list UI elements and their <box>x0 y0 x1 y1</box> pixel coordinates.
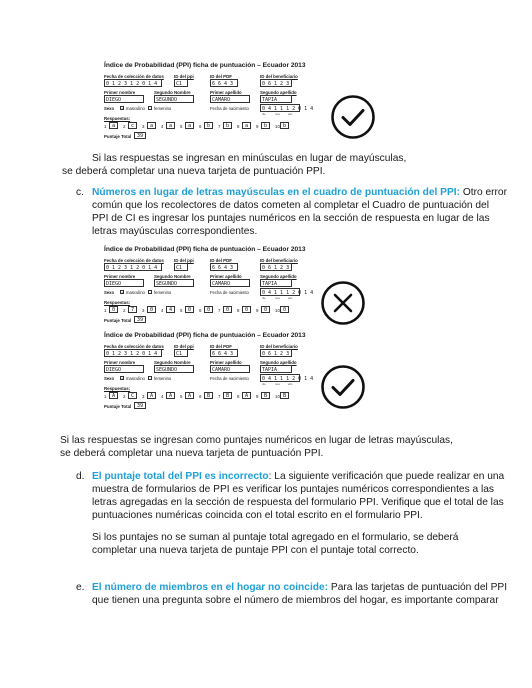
label-respuestas: Respuestas: <box>104 386 131 391</box>
label-primer-nombre: Primer nombre <box>104 274 136 279</box>
item-e-heading: El número de miembros en el hogar no coincide: <box>92 582 329 593</box>
checkbox-femenino <box>148 376 152 380</box>
answer-box: a <box>147 122 156 129</box>
paragraph-numbers-line1: Si las respuestas se ingresan como puntajes numéricos en lugar de letras mayúsculas, <box>60 435 453 446</box>
answer-number: 8 <box>237 308 240 313</box>
item-d-line1-rest: : La siguiente verificación que puede realizar en una <box>268 471 505 482</box>
paragraph-numbers-line2: se deberá completar una nueva tarjeta de puntuación PPI. <box>60 448 324 459</box>
answer-box: A <box>166 392 175 399</box>
label-id-pdf: ID del PDF <box>210 344 232 349</box>
answer-box: 0 <box>147 306 156 313</box>
label-primer-apellido: Primer apellido <box>210 360 242 365</box>
score-card-numbers <box>104 246 314 324</box>
list-marker-d: d. <box>76 471 85 482</box>
label-puntaje-total: Puntaje Total <box>104 404 132 409</box>
nac-sub-dia: dia <box>262 297 266 300</box>
item-d-line4: puntuaciones numéricas coincida con el total escrito en el formulario PPI. <box>92 510 423 521</box>
label-fecha: Fecha de colección de datos <box>104 74 164 79</box>
answer-box: 0 <box>185 306 194 313</box>
label-id-ppi: ID del ppi <box>174 74 194 79</box>
answer-box: 0 <box>280 306 289 313</box>
segundo-nombre-field: SEGUNDO <box>154 365 194 373</box>
answer-box: c <box>128 122 137 129</box>
answer-number: 5 <box>180 394 183 399</box>
answer-box: a <box>242 122 251 129</box>
answer-box: a <box>185 122 194 129</box>
answer-box: B <box>261 392 270 399</box>
answer-number: 6 <box>199 394 202 399</box>
id-ppi-field: C1 <box>174 263 188 271</box>
nac-sub-ano: año <box>288 383 293 386</box>
item-c-line1-rest: Otro error <box>459 187 507 198</box>
answer-box: b <box>261 122 270 129</box>
label-id-beneficiario: ID del beneficiario <box>260 344 298 349</box>
primer-apellido-field: CAMARO <box>210 279 250 287</box>
label-femenino: femenino <box>154 290 172 295</box>
answer-number: 1 <box>104 124 107 129</box>
answer-number: 7 <box>218 124 221 129</box>
answer-number: 5 <box>180 308 183 313</box>
checkbox-femenino <box>148 106 152 110</box>
label-fecha-nacimiento: Fecha de nacimiento <box>210 106 249 111</box>
id-beneficiario-field: 0 6 1 2 3 <box>260 263 292 271</box>
answer-box: a <box>109 122 118 129</box>
nac-sub-dia: dia <box>262 113 266 116</box>
label-segundo-apellido: Segundo apellido <box>260 274 297 279</box>
item-d-heading: El puntaje total del PPI es incorrecto <box>92 471 269 482</box>
answer-box: A <box>242 392 251 399</box>
label-fecha-nacimiento: Fecha de nacimiento <box>210 290 249 295</box>
label-puntaje-total: Puntaje Total <box>104 134 132 139</box>
answer-box: 0 <box>261 306 270 313</box>
label-id-pdf: ID del PDF <box>210 74 232 79</box>
label-segundo-nombre: Segundo Nombre <box>154 274 191 279</box>
nac-sub-mes: mes <box>275 297 280 300</box>
answer-number: 8 <box>237 124 240 129</box>
answer-box: 4 <box>166 306 175 313</box>
nac-sub-dia: dia <box>262 383 266 386</box>
id-ppi-field: C1 <box>174 79 188 87</box>
answer-number: 10 <box>275 124 280 129</box>
label-sexo: Sexo <box>104 290 115 295</box>
nacimiento-field: 0 4 1 1 1 2 0 1 4 <box>262 290 314 296</box>
segundo-nombre-field: SEGUNDO <box>154 279 194 287</box>
answer-box: 0 <box>223 306 232 313</box>
label-segundo-apellido: Segundo apellido <box>260 90 297 95</box>
answer-box: b <box>280 122 289 129</box>
label-segundo-apellido: Segundo apellido <box>260 360 297 365</box>
segundo-nombre-field: SEGUNDO <box>154 95 194 103</box>
label-id-beneficiario: ID del beneficiario <box>260 74 298 79</box>
puntaje-total-field: 39 <box>134 316 146 323</box>
answer-box: B <box>223 392 232 399</box>
nac-sub-ano: año <box>288 113 293 116</box>
answer-number: 2 <box>123 308 126 313</box>
answer-number: 3 <box>142 394 145 399</box>
answer-number: 3 <box>142 124 145 129</box>
answer-box: 0 <box>109 306 118 313</box>
paragraph-lowercase-line2: se deberá completar una nueva tarjeta de puntuación PPI. <box>62 166 326 177</box>
label-fecha: Fecha de colección de datos <box>104 258 164 263</box>
answer-box: A <box>147 392 156 399</box>
item-e-line2: que tienen una pregunta sobre el número de miembros del hogar, es importante comparar <box>92 595 499 606</box>
card-title: Índice de Probabilidad (PPI) ficha de puntuación – Ecuador 2013 <box>104 332 306 339</box>
answer-number: 4 <box>161 308 164 313</box>
answer-number: 4 <box>161 394 164 399</box>
item-d-line1 <box>92 470 504 483</box>
label-masculino: masculino <box>126 376 145 381</box>
checkmark-circle-icon <box>320 364 366 415</box>
label-puntaje-total: Puntaje Total <box>104 318 132 323</box>
item-d-line3: letras agregadas en la sección de respuesta del formulario PPI. Verifique que el total de las <box>92 497 504 508</box>
answer-box: b <box>204 122 213 129</box>
fecha-field: 0 1 2 3 1 2 0 1 4 <box>104 349 162 357</box>
answer-box: b <box>223 122 232 129</box>
item-c-heading: Números en lugar de letras mayúsculas en el cuadro de puntuación del PPI: <box>92 187 460 198</box>
id-beneficiario-field: 0 6 1 2 3 <box>260 79 292 87</box>
item-c-line3: PPI de CI es ingresar los puntajes numéricos en la sección de respuesta en lugar de las <box>92 213 490 224</box>
list-marker-e: e. <box>76 582 85 593</box>
answer-number: 9 <box>256 124 259 129</box>
answer-number: 1 <box>104 308 107 313</box>
score-card-correct <box>104 332 314 410</box>
label-id-ppi: ID del ppi <box>174 344 194 349</box>
id-beneficiario-field: 0 6 1 2 3 <box>260 349 292 357</box>
answer-number: 7 <box>218 308 221 313</box>
puntaje-total-field: 39 <box>134 132 146 139</box>
puntaje-total-field: 39 <box>134 402 146 409</box>
label-id-ppi: ID del ppi <box>174 258 194 263</box>
label-fecha-nacimiento: Fecha de nacimiento <box>210 376 249 381</box>
answer-box: A <box>109 392 118 399</box>
checkbox-masculino: ✓ <box>121 376 125 381</box>
answer-box: C <box>128 392 137 399</box>
label-sexo: Sexo <box>104 106 115 111</box>
answer-number: 9 <box>256 308 259 313</box>
checkbox-femenino <box>148 290 152 294</box>
segundo-apellido-field: TAPIA <box>260 279 292 287</box>
label-respuestas: Respuestas: <box>104 300 131 305</box>
primer-apellido-field: CAMARO <box>210 365 250 373</box>
score-card-lowercase <box>104 62 314 140</box>
label-respuestas: Respuestas: <box>104 116 131 121</box>
card-title: Índice de Probabilidad (PPI) ficha de puntuación – Ecuador 2013 <box>104 246 306 253</box>
list-marker-c: c. <box>76 187 84 198</box>
id-ppi-field: C1 <box>174 349 188 357</box>
checkbox-masculino: ✓ <box>121 106 125 111</box>
item-c-line1 <box>92 186 507 199</box>
label-fecha: Fecha de colección de datos <box>104 344 164 349</box>
item-c-line2: común que los recolectores de datos cometen al completar el Cuadro de puntuación del <box>92 200 489 211</box>
nac-sub-mes: mes <box>275 113 280 116</box>
primer-nombre-field: DIEGO <box>104 95 144 103</box>
primer-nombre-field: DIEGO <box>104 279 144 287</box>
segundo-apellido-field: TAPIA <box>260 365 292 373</box>
label-id-pdf: ID del PDF <box>210 258 232 263</box>
fecha-field: 0 1 2 3 1 2 0 1 4 <box>104 263 162 271</box>
answer-number: 3 <box>142 308 145 313</box>
primer-nombre-field: DIEGO <box>104 365 144 373</box>
nacimiento-field: 0 4 1 1 1 2 0 1 4 <box>262 376 314 382</box>
answer-box: 0 <box>242 306 251 313</box>
checkmark-circle-icon <box>330 94 376 145</box>
answer-number: 10 <box>275 308 280 313</box>
answer-box: B <box>280 392 289 399</box>
answer-number: 10 <box>275 394 280 399</box>
answer-number: 5 <box>180 124 183 129</box>
id-pdf-field: 6 6 4 3 <box>210 263 238 271</box>
answer-number: 8 <box>237 394 240 399</box>
nac-sub-ano: año <box>288 297 293 300</box>
answer-box: a <box>166 122 175 129</box>
label-sexo: Sexo <box>104 376 115 381</box>
label-femenino: femenino <box>154 106 172 111</box>
answer-number: 9 <box>256 394 259 399</box>
fecha-field: 0 1 2 3 1 2 0 1 4 <box>104 79 162 87</box>
item-e-line1 <box>92 581 507 594</box>
answer-number: 6 <box>199 308 202 313</box>
x-circle-icon <box>320 280 366 331</box>
answer-number: 4 <box>161 124 164 129</box>
primer-apellido-field: CAMARO <box>210 95 250 103</box>
id-pdf-field: 6 6 4 3 <box>210 349 238 357</box>
answer-box: 0 <box>204 306 213 313</box>
answer-box: A <box>185 392 194 399</box>
label-segundo-nombre: Segundo Nombre <box>154 360 191 365</box>
label-femenino: femenino <box>154 376 172 381</box>
label-primer-apellido: Primer apellido <box>210 274 242 279</box>
item-e-line1-rest: Para las tarjetas de puntuación del PPI <box>328 582 508 593</box>
label-id-beneficiario: ID del beneficiario <box>260 258 298 263</box>
item-d-line2: muestra de formularios de PPI es verificar los puntajes numéricos correspondientes a las <box>92 484 495 495</box>
item-d2-line2: completar una nueva tarjeta de puntaje PPI con el puntaje total correcto. <box>92 545 419 556</box>
nacimiento-field: 0 4 1 1 1 2 0 1 4 <box>262 106 314 112</box>
nac-sub-mes: mes <box>275 383 280 386</box>
answer-box: B <box>204 392 213 399</box>
item-c-line4: letras mayúsculas correspondientes. <box>92 226 258 237</box>
label-primer-nombre: Primer nombre <box>104 360 136 365</box>
answer-number: 2 <box>123 124 126 129</box>
answer-number: 7 <box>218 394 221 399</box>
answer-number: 6 <box>199 124 202 129</box>
label-primer-nombre: Primer nombre <box>104 90 136 95</box>
paragraph-lowercase-line1: Si las respuestas se ingresan en minúsculas en lugar de mayúsculas, <box>92 153 407 164</box>
segundo-apellido-field: TAPIA <box>260 95 292 103</box>
answer-number: 2 <box>123 394 126 399</box>
answer-box: 7 <box>128 306 137 313</box>
label-primer-apellido: Primer apellido <box>210 90 242 95</box>
id-pdf-field: 6 6 4 3 <box>210 79 238 87</box>
label-masculino: masculino <box>126 106 145 111</box>
answer-number: 1 <box>104 394 107 399</box>
card-title: Índice de Probabilidad (PPI) ficha de puntuación – Ecuador 2013 <box>104 62 306 69</box>
checkbox-masculino: ✓ <box>121 290 125 295</box>
label-segundo-nombre: Segundo Nombre <box>154 90 191 95</box>
item-d2-line1: Si los puntajes no se suman al puntaje total agregado en el formulario, se deberá <box>92 532 459 543</box>
label-masculino: masculino <box>126 290 145 295</box>
